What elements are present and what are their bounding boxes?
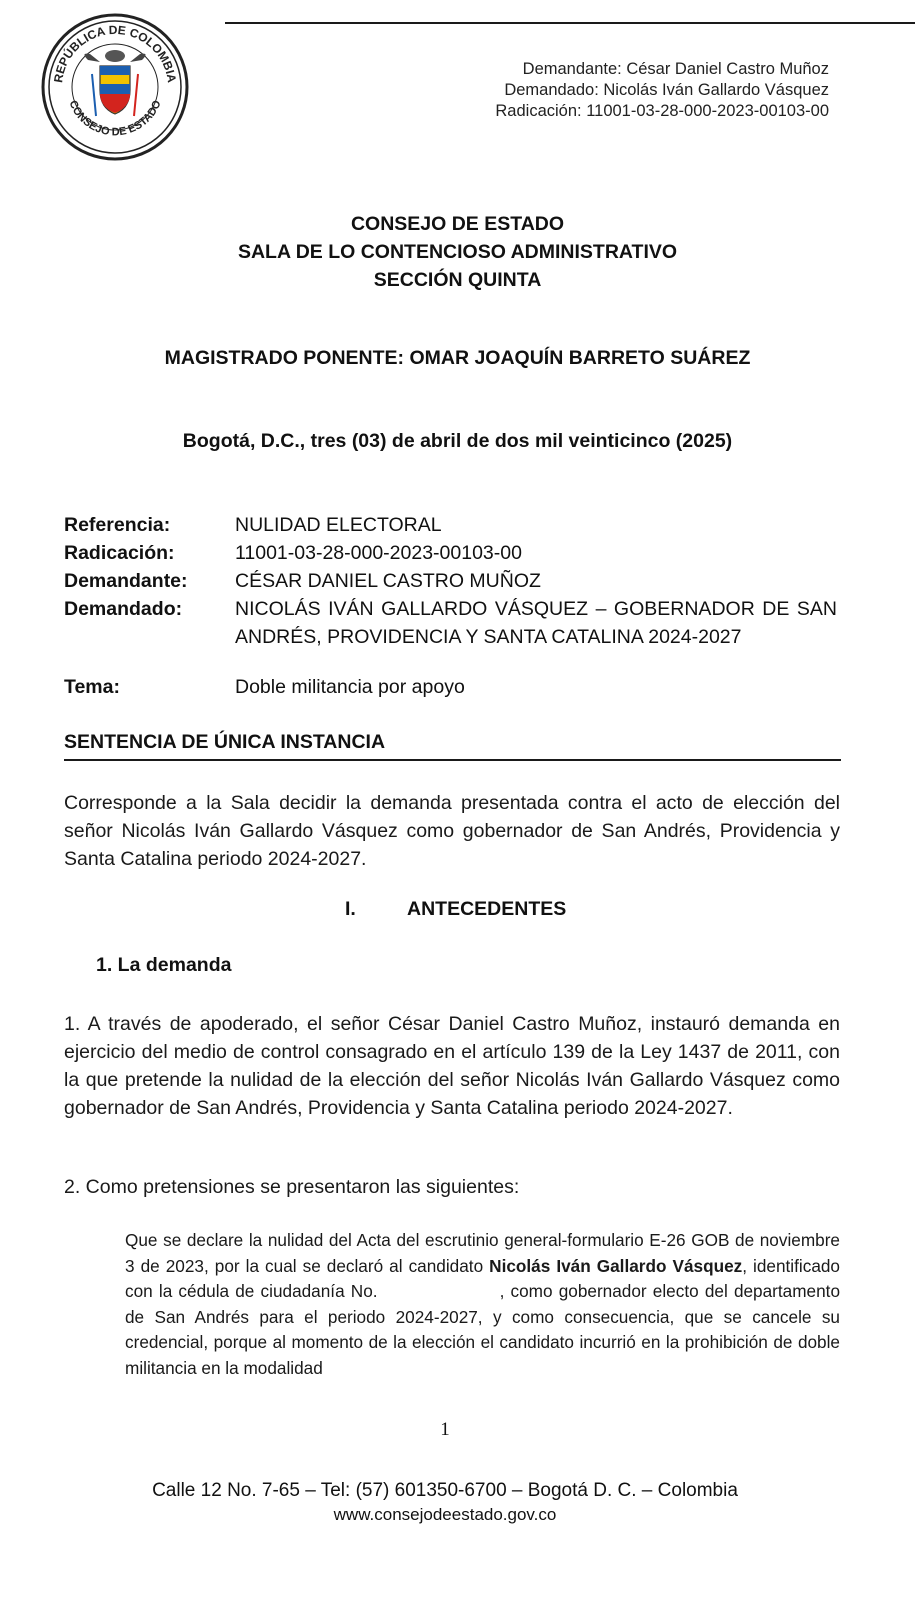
reference-row [64,595,837,651]
court-line-1: CONSEJO DE ESTADO [350,213,565,235]
case-demandante: Demandante: César Daniel Castro Muñoz [522,60,829,78]
magistrate-line: MAGISTRADO PONENTE: OMAR JOAQUÍN BARRETO SUÁREZ [164,347,751,369]
reference-label: Radicación: [64,542,175,564]
quote-part-3: , como gobernador electo del departamento de San Andrés para el periodo 2024-2027, y como consecuencia, que se cancele su credencial, porque al momento de la elección el candidato incurrió en la prohibición de doble militancia en la modalidad [125,1281,841,1378]
reference-value: 11001-03-28-000-2023-00103-00 [235,542,522,564]
reference-label: Referencia: [64,514,171,536]
footer-address: Calle 12 No. 7-65 – Tel: (57) 601350-6700 – Bogotá D. C. – Colombia [152,1480,738,1501]
pretension-quote [125,1228,840,1381]
paragraph-1: 1. A través de apoderado, el señor César Daniel Castro Muñoz, instauró demanda en ejercicio del medio de control consagrado en el artículo 139 de la Ley 1437 de 2011, con la que pretende la nulidad de la elección del señor Nicolás Iván Gallardo Vásquez como gobernador de San Andrés, Providencia y Santa Catalina periodo 2024-2027. [64,1013,840,1119]
reference-value: CÉSAR DANIEL CASTRO MUÑOZ [235,570,541,592]
tema-row [64,676,465,699]
court-line-3: SECCIÓN QUINTA [373,269,542,291]
subsection-heading: 1. La demanda [96,954,232,976]
sentence-title: SENTENCIA DE ÚNICA INSTANCIA [64,731,386,753]
reference-block [64,511,837,651]
reference-label: Demandante: [64,570,188,592]
tema-value: Doble militancia por apoyo [235,676,465,698]
paragraph-2: 2. Como pretensiones se presentaron las siguientes: [64,1176,520,1198]
reference-row [64,539,837,567]
intro-paragraph: Corresponde a la Sala decidir la demanda presentada contra el acto de elección del señor Nicolás Iván Gallardo Vásquez como gobernador de San Andrés, Providencia y Santa Catalina periodo 2024-2027. [64,792,840,870]
page-number: 1 [440,1419,450,1440]
quote-part-1: Que se declare la nulidad del Acta del escrutinio general-formulario E-26 GOB de noviembre 3 de 2023, por la cual se declaró al candidato [125,1230,840,1276]
quote-part-2: , identificado con la cédula de ciudadanía No. [125,1255,840,1301]
case-radicacion: Radicación: 11001-03-28-000-2023-00103-00 [495,102,829,120]
reference-value: NULIDAD ELECTORAL [235,514,442,536]
date-line: Bogotá, D.C., tres (03) de abril de dos mil veinticinco (2025) [182,430,733,452]
court-line-2: SALA DE LO CONTENCIOSO ADMINISTRATIVO [237,241,678,263]
tema-label: Tema: [64,676,120,698]
case-demandado: Demandado: Nicolás Iván Gallardo Vásquez [504,81,829,99]
section-title: ANTECEDENTES [407,898,567,920]
section-heading [345,898,566,921]
quote-candidate-name: Nicolás Iván Gallardo Vásquez [489,1255,743,1276]
reference-value: NICOLÁS IVÁN GALLARDO VÁSQUEZ – GOBERNADOR DE SAN ANDRÉS, PROVIDENCIA Y SANTA CATALINA 2024-2027 [235,598,837,648]
case-header [495,59,829,122]
sentence-title-rule [64,759,841,761]
consejo-de-estado-seal [40,12,190,162]
court-heading [0,210,915,294]
reference-row [64,511,837,539]
reference-row [64,567,837,595]
reference-label: Demandado: [64,598,183,620]
section-number: I. [345,898,356,920]
svg-text:CONSEJO DE ESTADO: CONSEJO DE ESTADO [66,98,164,139]
footer-website: www.consejodeestado.gov.co [333,1505,557,1524]
header-rule [225,22,915,24]
svg-text:REPÚBLICA DE COLOMBIA: REPÚBLICA DE COLOMBIA [51,22,179,84]
